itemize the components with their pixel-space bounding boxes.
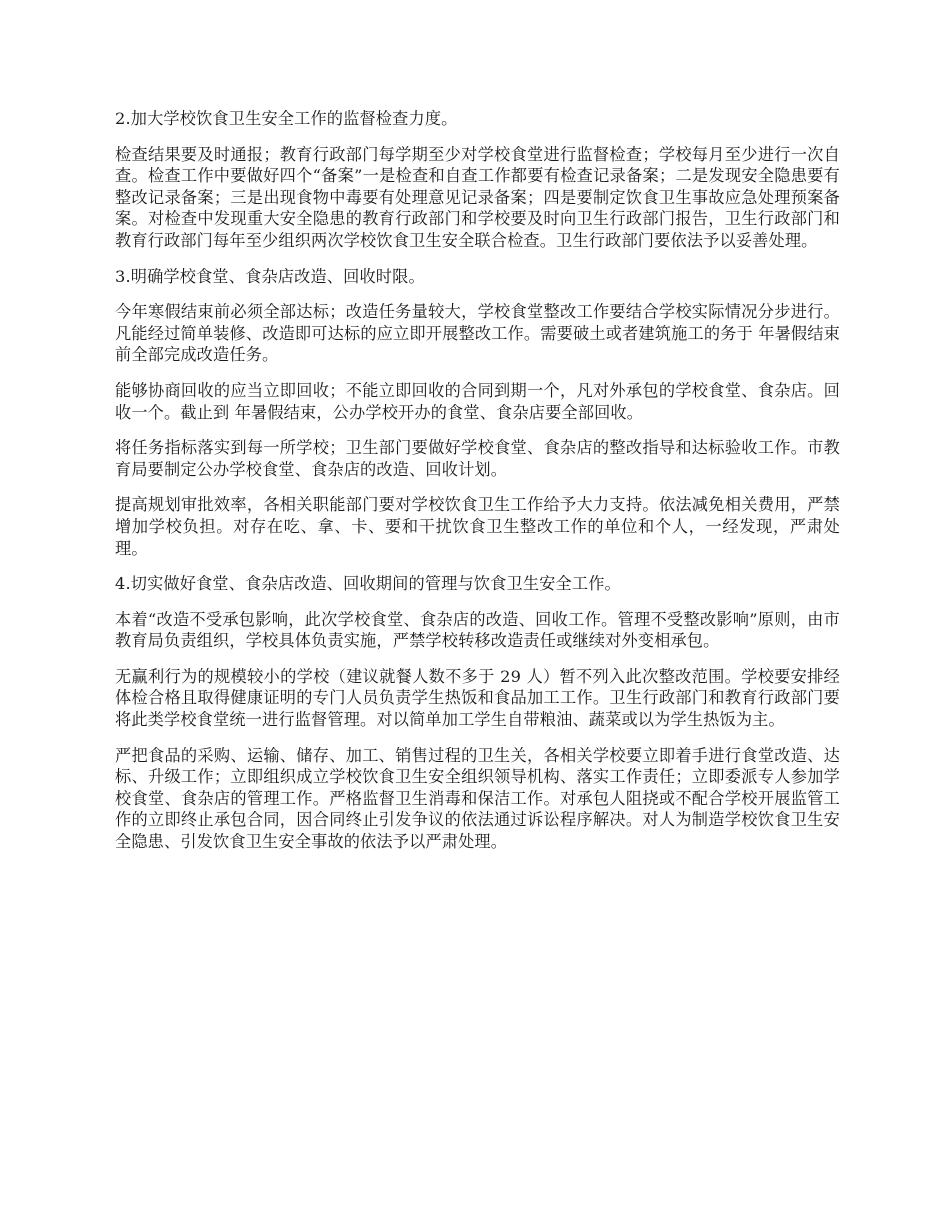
section-heading-2: 2.加大学校饮食卫生安全工作的监督检查力度。 — [115, 109, 458, 128]
document-page — [115, 108, 840, 867]
paragraph-approval-efficiency: 提高规划审批效率，各相关职能部门要对学校饮食卫生工作给予大力支持。依法减免相关费用，严禁增加学校负担。对存在吃、拿、卡、要和干扰饮食卫生整改工作的单位和个人，一经发现，严肃处理。 — [115, 495, 840, 558]
paragraph-small-schools: 无赢利行为的规模较小的学校（建议就餐人数不多于 29 人）暂不列入此次整改范围。学校要安排经体检合格且取得健康证明的专门人员负责学生热饭和食品加工工作。卫生行政部门和教育行政部门要将此类学校食堂统一进行监督管理。对以简单加工学生自带粮油、蔬菜或以为学生热饭为主。 — [115, 666, 840, 730]
paragraph-inspection-results: 检查结果要及时通报；教育行政部门每学期至少对学校食堂进行监督检查；学校每月至少进行一次自查。检查工作中要做好四个“备案”一是检查和自查工作都要有检查记录备案；二是发现安全隐患要有整改记录备案；三是出现食物中毒要有处理意见记录备案；四是要制定饮食卫生事故应急处理预案备案。对检查中发现重大安全隐患的教育行政部门和学校要及时向卫生行政部门报告，卫生行政部门和教育行政部门每年至少组织两次学校饮食卫生安全联合检查。卫生行政部门要依法予以妥善处理。 — [115, 144, 840, 250]
paragraph-principle: 本着“改造不受承包影响，此次学校食堂、食杂店的改造、回收工作。管理不受整改影响”原则，由市教育局负责组织，学校具体负责实施，严禁学校转移改造责任或继续对外变相承包。 — [115, 609, 840, 651]
paragraph-recovery: 能够协商回收的应当立即回收；不能立即回收的合同到期一个，凡对外承包的学校食堂、食杂店。回收一个。截止到 年暑假结束，公办学校开办的食堂、食杂店要全部回收。 — [115, 380, 840, 422]
section-heading-3: 3.明确学校食堂、食杂店改造、回收时限。 — [115, 266, 425, 286]
section-heading-4: 4.切实做好食堂、食杂店改造、回收期间的管理与饮食卫生安全工作。 — [115, 574, 621, 594]
paragraph-hygiene-control: 严把食品的采购、运输、储存、加工、销售过程的卫生关，各相关学校要立即着手进行食堂改造、达标、升级工作；立即组织成立学校饮食卫生安全组织领导机构、落实工作责任；立即委派专人参加学校食堂、食杂店的管理工作。严格监督卫生消毒和保洁工作。对承包人阻挠或不配合学校开展监管工作的立即终止承包合同，因合同终止引发争议的依法通过诉讼程序解决。对人为制造学校饮食卫生安全隐患、引发饮食卫生安全事故的依法予以严肃处理。 — [115, 745, 840, 852]
paragraph-winter-deadline: 今年寒假结束前必须全部达标；改造任务量较大，学校食堂整改工作要结合学校实际情况分步进行。凡能经过简单装修、改造即可达标的应立即开展整改工作。需要破土或者建筑施工的务于 年暑假结束前全部完成改造任务。 — [115, 302, 840, 365]
paragraph-task-assignment: 将任务指标落实到每一所学校；卫生部门要做好学校食堂、食杂店的整改指导和达标验收工作。市教育局要制定公办学校食堂、食杂店的改造、回收计划。 — [115, 438, 840, 479]
